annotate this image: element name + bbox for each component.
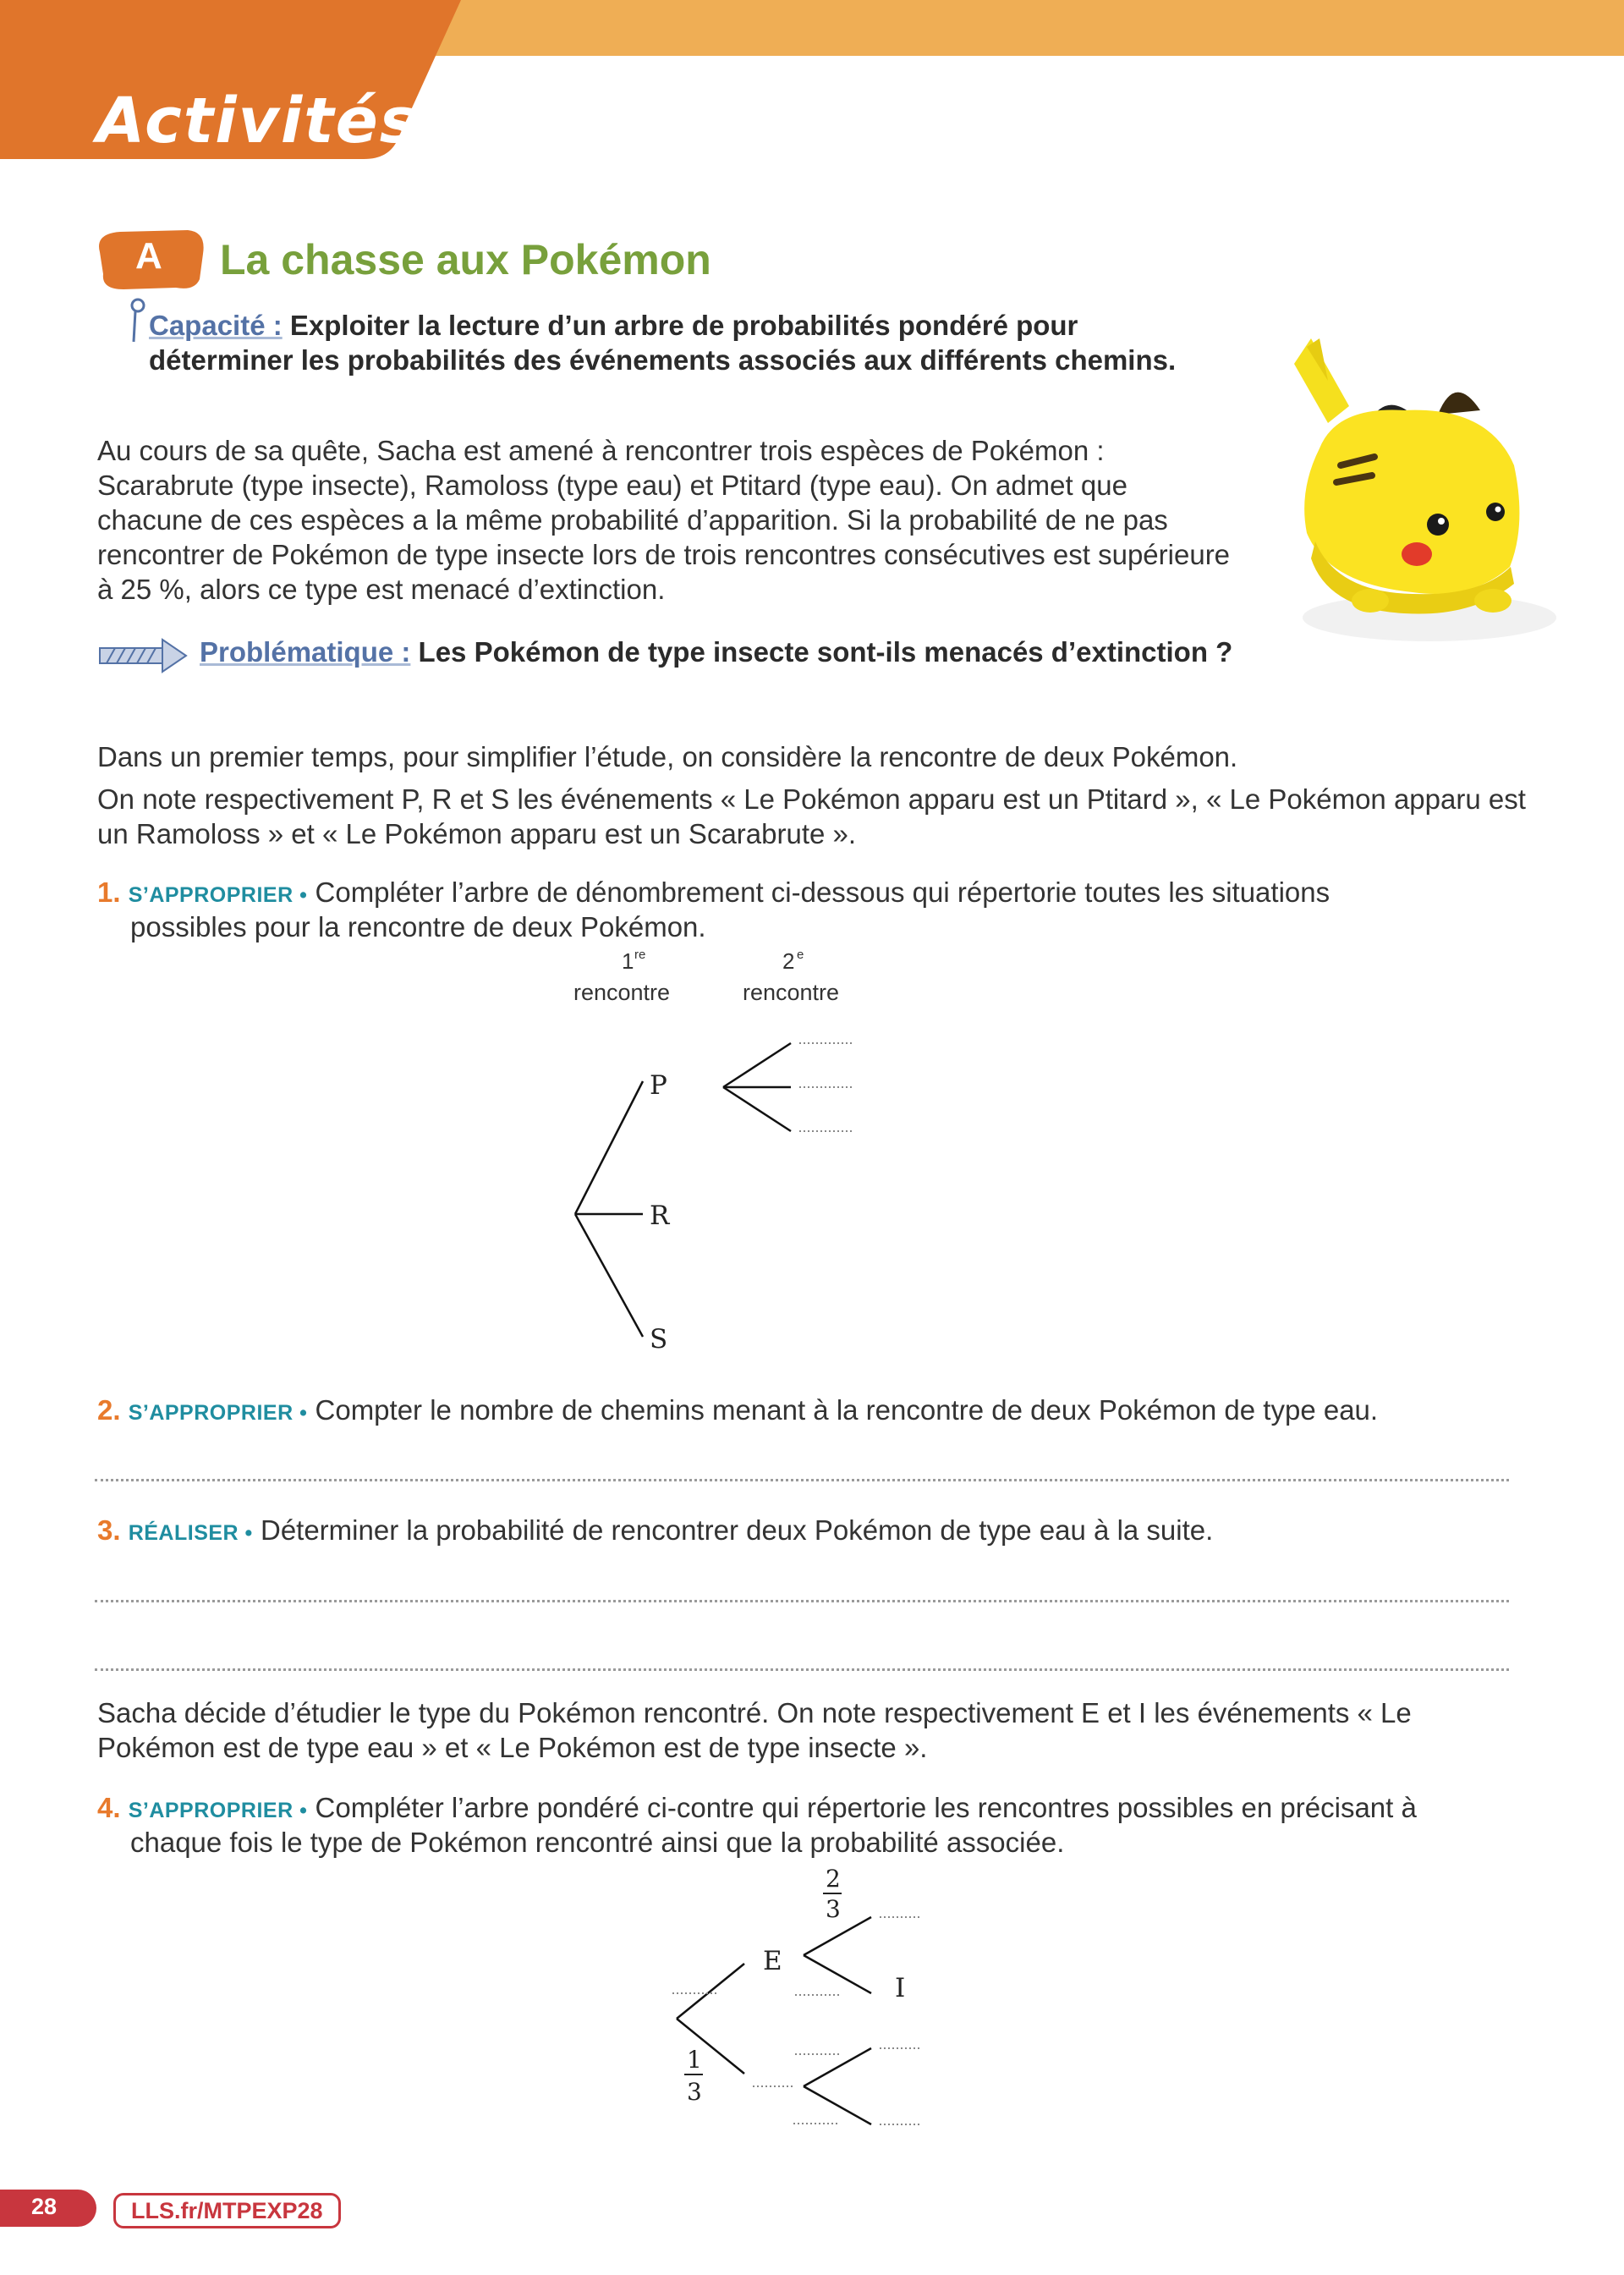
problem-statement bbox=[200, 636, 1232, 668]
paragraph-types: Sacha décide d’étudier le type du Pokémon rencontré. On note respectivement E et I les événements « Le Pokémon est de type eau » et « Le Pokémon est de type insecte ». bbox=[97, 1697, 1412, 1763]
arrow-icon bbox=[96, 636, 189, 675]
pikachu-image bbox=[1269, 330, 1556, 651]
pin-icon bbox=[129, 298, 147, 343]
question-number: 4. bbox=[97, 1792, 121, 1823]
question-text: Compter le nombre de chemins menant à la rencontre de deux Pokémon de type eau. bbox=[307, 1394, 1379, 1426]
answer-line[interactable] bbox=[95, 1600, 1509, 1602]
weighted-tree bbox=[651, 1858, 939, 2137]
question-tag: S’APPROPRIER • bbox=[128, 883, 308, 907]
section-letter: A bbox=[135, 235, 162, 277]
tree-col1-word: rencontre bbox=[573, 980, 671, 1005]
counting-tree bbox=[508, 943, 897, 1358]
question-number: 1. bbox=[97, 876, 121, 908]
problem-label: Problématique : bbox=[200, 636, 411, 668]
question-tag: S’APPROPRIER • bbox=[128, 1799, 308, 1822]
tree-node-e: E bbox=[763, 1946, 782, 1976]
tree-col1-num: 1 bbox=[622, 948, 634, 974]
capacity-label: Capacité : bbox=[149, 310, 283, 341]
page-title: Activités bbox=[96, 85, 419, 157]
question-4 bbox=[97, 1790, 1535, 1828]
question-3 bbox=[97, 1513, 1535, 1551]
tree-node-s: S bbox=[650, 1324, 668, 1355]
question-tag: S’APPROPRIER • bbox=[128, 1401, 308, 1425]
question-number: 3. bbox=[97, 1514, 121, 1546]
paragraph-events: On note respectivement P, R et S les événements « Le Pokémon apparu est un Ptitard », « Le Pokémon apparu est un Ramoloss » et « Le Pokémon apparu est un Scarabrute ». bbox=[97, 783, 1526, 849]
tree-node-r: R bbox=[650, 1201, 670, 1231]
fraction-numerator: 2 bbox=[826, 1865, 841, 1893]
tree-node-i: I bbox=[895, 1973, 906, 2003]
fraction-denominator: 3 bbox=[826, 1895, 841, 1923]
answer-line[interactable] bbox=[95, 1479, 1509, 1481]
section-title: La chasse aux Pokémon bbox=[220, 236, 711, 283]
tree-col1-sup: re bbox=[634, 948, 646, 962]
question-number: 2. bbox=[97, 1394, 121, 1426]
capacity-text bbox=[149, 308, 1215, 377]
tree-node-p: P bbox=[650, 1070, 667, 1101]
tree-col2-word: rencontre bbox=[743, 980, 840, 1005]
question-1-continued: possibles pour la rencontre de deux Pokémon. bbox=[130, 911, 706, 942]
page-number: 28 bbox=[30, 2194, 58, 2219]
answer-line[interactable] bbox=[95, 1668, 1509, 1671]
tree-col2-num: 2 bbox=[782, 948, 795, 974]
intro-paragraph: Au cours de sa quête, Sacha est amené à rencontrer trois espèces de Pokémon : Scarabrute (type insecte), Ramoloss (type eau) et Ptitard (type eau). On admet que chacune de ces espèces a la même probabilité d’apparition. Si la probabilité de ne pas rencontrer de Pokémon de type insecte lors de trois rencontres consécutives est supérieure à 25 %, alors ce type est menacé d’extinction. bbox=[97, 435, 1231, 605]
question-tag: RÉALISER • bbox=[128, 1521, 253, 1545]
question-1 bbox=[97, 875, 1451, 913]
question-text: Déterminer la probabilité de rencontrer deux Pokémon de type eau à la suite. bbox=[252, 1514, 1214, 1546]
capacity-description: Exploiter la lecture d’un arbre de probabilités pondéré pour déterminer les probabilités des événements associés aux différents chemins. bbox=[149, 310, 1177, 376]
question-text: Compléter l’arbre pondéré ci-contre qui répertorie les rencontres possibles en précisant à bbox=[307, 1792, 1417, 1823]
problem-text: Les Pokémon de type insecte sont-ils menacés d’extinction ? bbox=[410, 636, 1233, 668]
fraction-denominator: 3 bbox=[687, 2078, 702, 2106]
question-4-continued: chaque fois le type de Pokémon rencontré ainsi que la probabilité associée. bbox=[130, 1827, 1065, 1858]
tree-col2-sup: e bbox=[797, 948, 804, 962]
fraction-numerator: 1 bbox=[687, 2046, 702, 2074]
question-2 bbox=[97, 1393, 1535, 1431]
question-text: Compléter l’arbre de dénombrement ci-dessous qui répertorie toutes les situations bbox=[307, 876, 1330, 908]
footer-link[interactable]: LLS.fr/MTPEXP28 bbox=[113, 2193, 341, 2228]
paragraph-simplify: Dans un premier temps, pour simplifier l’étude, on considère la rencontre de deux Pokémon. bbox=[97, 741, 1238, 772]
